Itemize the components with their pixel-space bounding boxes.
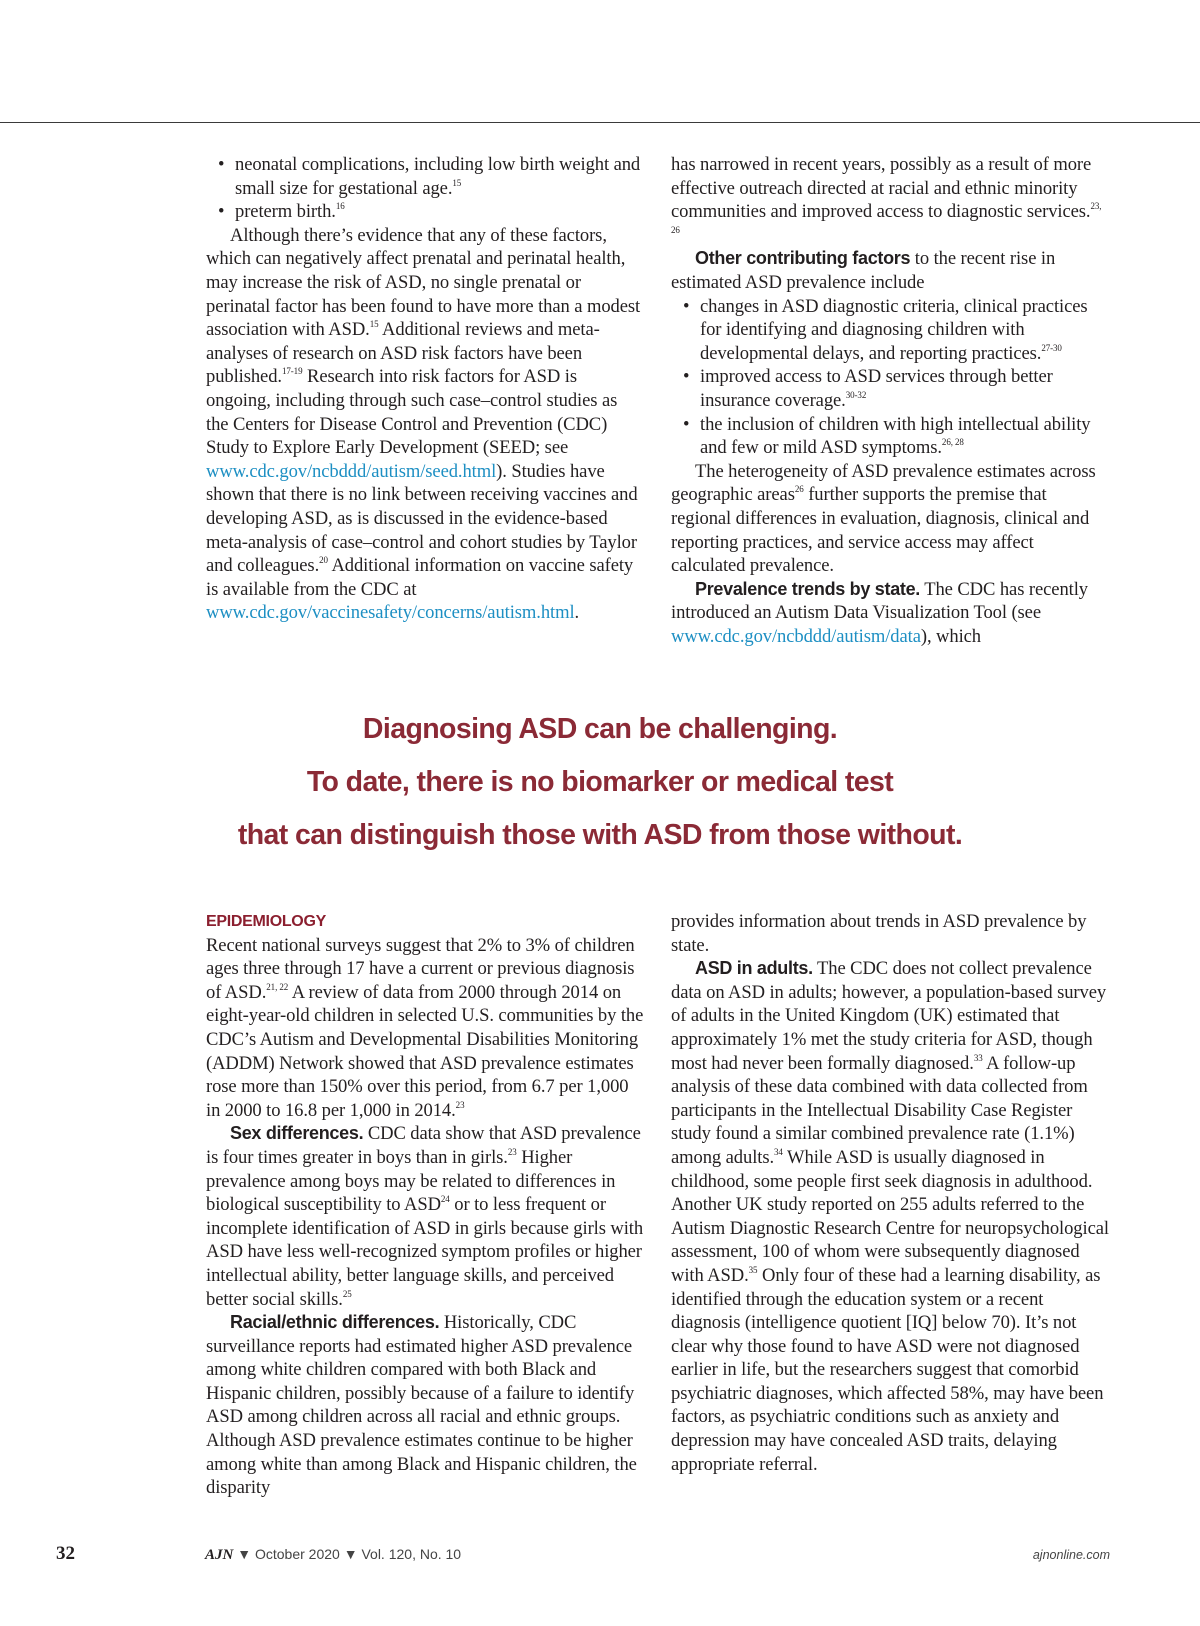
run-in-heading: Other contributing factors	[695, 248, 911, 269]
reference-mark: 25	[342, 1288, 352, 1299]
reference-mark: 15	[369, 319, 379, 330]
column-1-bottom	[206, 910, 644, 1500]
reference-mark: 26, 28	[941, 437, 964, 448]
column-2-bottom	[671, 910, 1109, 1476]
reference-mark: 20	[319, 555, 328, 566]
text-run: to the recent rise in estimated ASD prevalence include	[671, 248, 1056, 293]
text-run: The CDC does not collect prevalence data on ASD in adults; however, a population-based survey of adults in the United Kingdom (UK) estimated that approximately 1% met the study criteria for ASD, though most had never been formally diagnosed.	[671, 958, 1107, 1074]
disparity-paragraph	[671, 153, 1109, 247]
reference-mark: 23	[455, 1099, 465, 1110]
text-run: provides information about trends in ASD prevalence by state.	[671, 911, 1087, 956]
sex-differences-paragraph	[206, 1122, 644, 1311]
text-run: The CDC has recently introduced an Autism Data Visualization Tool (see	[671, 578, 1088, 624]
text-run: Only four of these had a learning disability, as identified through the education system or a recent diagnosis (intelligence quotient [IQ] below 70). It’s not clear why those found to have ASD were not diagnosed earlier in life, but the researchers suggest that comorbid psychiatric diagnoses, which affected 58%, may have been factors, as psychiatric conditions such as anxiety and depression may have concealed ASD traits, delaying appropriate referral.	[671, 1264, 1104, 1475]
contributing-factors-list	[671, 295, 1109, 460]
risk-factors-paragraph	[206, 224, 644, 625]
volume-issue: Vol. 120, No. 10	[361, 1546, 462, 1562]
list-item-text: the inclusion of children with high intellectual ability and few or mild ASD symptoms.	[700, 413, 1091, 459]
text-run: .	[574, 602, 580, 624]
journal-name: AJN	[205, 1547, 234, 1563]
pull-quote	[0, 703, 1200, 862]
text-run: A follow-up analysis of these data combined with data collected from participants in the Intellectual Disability Case Register study found a similar combined prevalence rate (1.1%) among adults.	[671, 1052, 1088, 1168]
text-run: Historically, CDC surveillance reports had estimated higher ASD prevalence among white children compared with both Black and Hispanic children, possibly because of a failure to identify ASD among children across all racial and ethnic groups. Although ASD prevalence estimates continue to be higher among white than among Black and Hispanic children, the disparity	[206, 1312, 637, 1499]
bullet-icon: •	[683, 295, 690, 317]
text-run: Research into risk factors for ASD is ongoing, including through such case–control studies as the Centers for Disease Control and Prevention (CDC) Study to Explore Early Development (SEED; see	[206, 366, 618, 459]
text-run: The heterogeneity of ASD prevalence estimates across geographic areas	[671, 460, 1096, 506]
bullet-icon: •	[218, 154, 225, 175]
reference-mark: 34	[774, 1146, 783, 1157]
reference-mark: 23, 26	[671, 201, 1102, 235]
column-2-top	[671, 153, 1109, 648]
section-heading: EPIDEMIOLOGY	[206, 913, 326, 930]
racial-differences-paragraph	[206, 1311, 644, 1500]
reference-mark: 21, 22	[266, 981, 289, 992]
reference-mark: 26	[794, 484, 804, 495]
issue-date: October 2020	[254, 1546, 340, 1562]
triangle-separator-icon: ▼	[343, 1546, 358, 1562]
seed-link[interactable]: www.cdc.gov/ncbddd/autism/seed.html	[206, 460, 497, 482]
text-run: Additional reviews and meta-analyses of research on ASD risk factors have been published.	[206, 319, 600, 388]
text-run: further supports the premise that regional differences in evaluation, diagnosis, clinical and reporting practices, and service access may affect calculated prevalence.	[671, 484, 1090, 577]
list-item	[206, 200, 644, 224]
column-1-top	[206, 153, 644, 625]
text-run: A review of data from 2000 through 2014 on eight-year-old children in selected U.S. communities by the CDC’s Autism and Developmental Disabilities Monitoring (ADDM) Network showed that ASD prevalence estimates rose more than 150% over this period, from 6.7 per 1,000 in 2000 to 16.8 per 1,000 in 2014.	[206, 981, 644, 1121]
reference-mark: 30-32	[845, 389, 867, 400]
list-item-text: changes in ASD diagnostic criteria, clinical practices for identifying and diagnosing children with developmental delays, and reporting practices.	[700, 295, 1088, 364]
vaccine-safety-link[interactable]: www.cdc.gov/vaccinesafety/concerns/autism.html	[206, 602, 575, 624]
list-item	[671, 413, 1109, 460]
text-run: ), which	[920, 625, 981, 647]
risk-factor-list	[206, 153, 644, 224]
pull-quote-line: that can distinguish those with ASD from those without.	[237, 819, 963, 851]
run-in-heading: Racial/ethnic differences.	[230, 1312, 440, 1333]
reference-mark: 24	[440, 1194, 450, 1205]
bullet-icon: •	[683, 413, 690, 435]
text-run: Although there’s evidence that any of these factors, which can negatively affect prenatal and perinatal health, may increase the risk of ASD, no single prenatal or perinatal factor has been found to have more than a modest association with ASD.	[206, 224, 641, 341]
run-in-heading: Prevalence trends by state.	[695, 578, 921, 599]
list-item	[671, 295, 1109, 366]
state-trends-paragraph	[671, 578, 1109, 649]
epidemiology-paragraph	[206, 934, 644, 1123]
list-item	[671, 365, 1109, 412]
text-run: Recent national surveys suggest that 2% to 3% of children ages three through 17 have a current or previous diagnosis of ASD.	[206, 934, 635, 1003]
triangle-separator-icon: ▼	[237, 1546, 252, 1562]
list-item-text: improved access to ASD services through better insurance coverage.	[700, 366, 1053, 411]
text-run: has narrowed in recent years, possibly as a result of more effective outreach directed at racial and ethnic minority communities and improved access to diagnostic services.	[671, 154, 1092, 223]
list-item-text: neonatal complications, including low birth weight and small size for gestational age.	[235, 154, 641, 199]
text-run: ). Studies have shown that there is no link between receiving vaccines and developing ASD, as is discussed in the evidence-based meta-analysis of case–control and cohort studies by Taylor and colleagues.	[206, 460, 638, 577]
adults-paragraph	[671, 957, 1109, 1476]
page-number: 32	[56, 1543, 75, 1564]
text-run: or to less frequent or incomplete identification of ASD in girls because girls with ASD have less well-recognized symptom profiles or higher intellectual ability, better language skills, and perceived better social skills.	[206, 1194, 644, 1310]
reference-mark: 33	[973, 1052, 983, 1063]
list-item-text: preterm birth.	[235, 201, 336, 223]
contributing-factors-paragraph	[671, 247, 1109, 294]
header-rule	[0, 122, 1200, 123]
data-tool-link[interactable]: www.cdc.gov/ncbddd/autism/data	[671, 625, 921, 647]
reference-mark: 23	[507, 1146, 517, 1157]
reference-mark: 35	[748, 1264, 758, 1275]
heterogeneity-paragraph	[671, 460, 1109, 578]
list-item	[206, 153, 644, 200]
text-run: CDC data show that ASD prevalence is four times greater in boys than in girls.	[206, 1123, 641, 1168]
reference-mark: 17-19	[281, 366, 303, 377]
bullet-icon: •	[218, 201, 225, 223]
bullet-icon: •	[683, 366, 690, 388]
run-in-heading: ASD in adults.	[695, 958, 813, 979]
text-run: Higher prevalence among boys may be related to differences in biological susceptibility to ASD	[206, 1146, 616, 1216]
text-run: While ASD is usually diagnosed in childhood, some people first seek diagnosis in adulthood. Another UK study reported on 255 adults referred to the Autism Diagnostic Research Centre for neuropsychological assessment, 100 of whom were subsequently diagnosed with ASD.	[671, 1146, 1109, 1286]
reference-mark: 27-30	[1041, 342, 1062, 353]
run-in-heading: Sex differences.	[230, 1123, 364, 1144]
pull-quote-line: To date, there is no biomarker or medical test	[306, 766, 894, 798]
reference-mark: 16	[335, 201, 345, 212]
journal-footer	[205, 1546, 461, 1564]
journal-website[interactable]: ajnonline.com	[1032, 1548, 1110, 1562]
state-trends-continued	[671, 910, 1109, 957]
pull-quote-line: Diagnosing ASD can be challenging.	[362, 713, 838, 745]
reference-mark: 15	[452, 177, 462, 188]
text-run: Additional information on vaccine safety is available from the CDC at	[206, 555, 634, 600]
